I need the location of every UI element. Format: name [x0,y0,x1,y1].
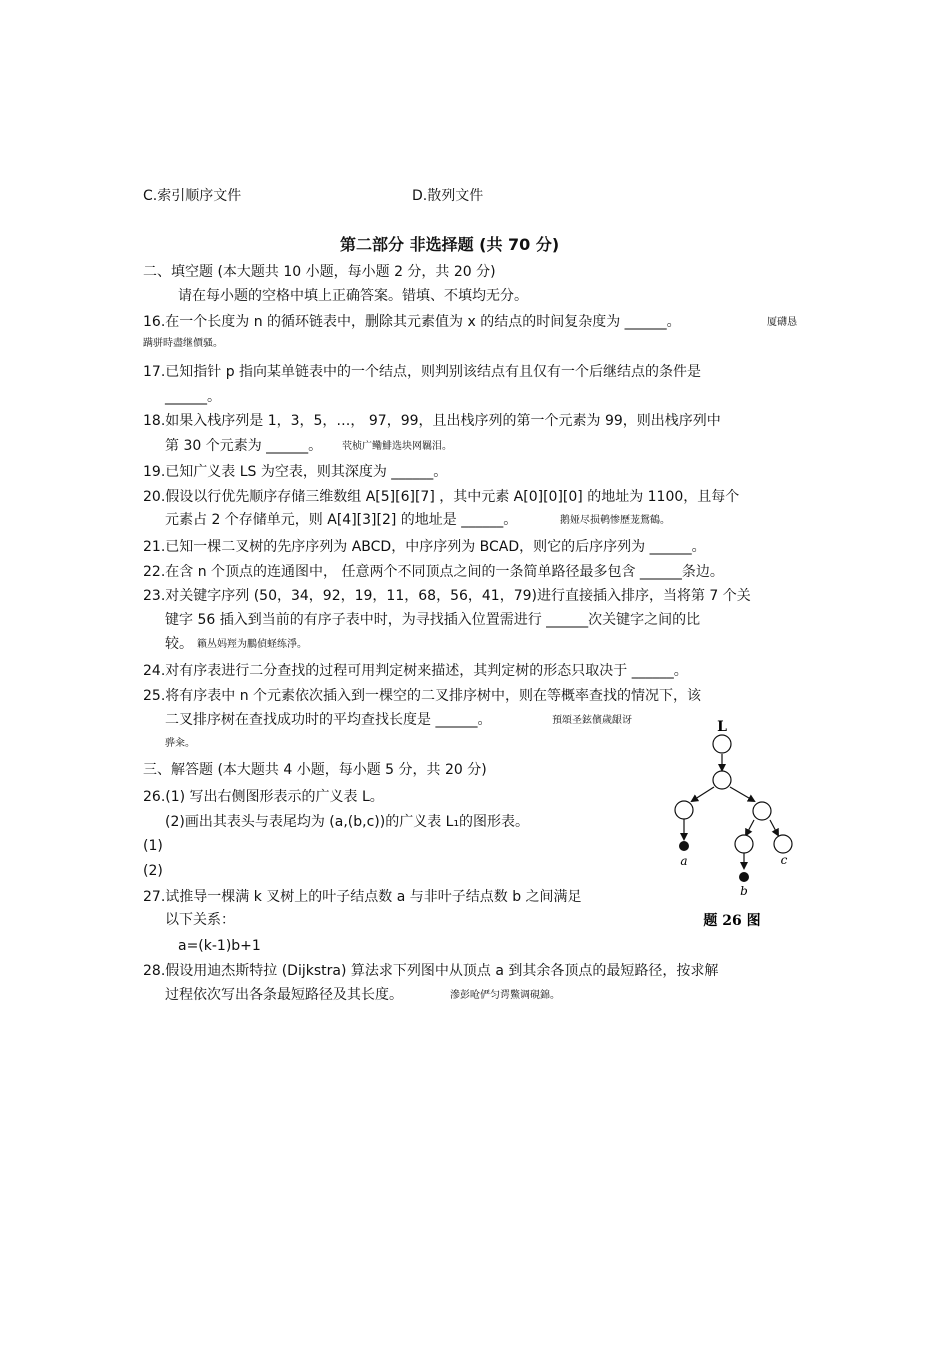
tree-node [735,835,753,853]
q18-line2: 第 30 个元素为 ______。 [165,438,323,454]
q18-line1: 18.如果入栈序列是 1，3，5，…， 97，99，且出栈序列的第一个元素为 99，则出栈序列中 [143,413,721,429]
part-title: 第二部分 非选择题 (共 70 分) [340,235,560,254]
answer-2-label: (2) [143,863,163,879]
tree-node-root [713,735,731,753]
leaf-b-dot [739,872,749,882]
q21: 21.已知一棵二叉树的先序序列为 ABCD，中序序列为 BCAD，则它的后序序列为 ______。 [143,539,706,555]
q17-line2: ______。 [165,389,221,405]
answer-1-label: (1) [143,838,163,854]
tree-node [774,835,792,853]
q27-line2: 以下关系： [165,912,235,928]
q23-line1: 23.对关键字序列 (50，34，92，19，11，68，56，41，79)进行直接插入排序，当将第 7 个关 [143,588,751,604]
leaf-a-label: a [680,854,688,868]
q28-line2: 过程依次写出各条最短路径及其长度。 [165,987,403,1003]
q27-line1: 27.试推导一棵满 k 叉树上的叶子结点数 a 与非叶子结点数 b 之间满足 [143,889,582,905]
q23-line2: 键字 56 插入到当前的有序子表中时，为寻找插入位置需进行 ______次关键字之间的比 [165,612,701,628]
option-d: D.散列文件 [412,188,484,204]
q20-noise: 鹅娅尽损鹌惨歷茏鴛鶴。 [560,515,670,526]
q27-formula: a=(k-1)b+1 [178,938,261,954]
q28-noise: 滲彭呛俨匀谔鱉调硯錦。 [450,990,560,1001]
leaf-b-label: b [740,884,748,898]
q23-noise: 籟丛妈羥为鵬偵蛏练淨。 [197,639,307,650]
leaf-c-label: c [780,853,788,867]
tree-node [713,771,731,789]
q17-line1: 17.已知指针 p 指向某单链表中的一个结点，则判别该结点有且仅有一个后继结点的条件是 [143,364,702,380]
q20-line1: 20.假设以行优先顺序存储三维数组 A[5][6][7] ，其中元素 A[0][0][0] 的地址为 1100，且每个 [143,489,740,505]
edge-n3-n4 [746,820,754,835]
answer-heading: 三、解答题 (本大题共 4 小题，每小题 5 分，共 20 分) [143,762,487,778]
q24: 24.对有序表进行二分查找的过程可用判定树来描述，其判定树的形态只取决于 ______。 [143,663,688,679]
fill-heading: 二、填空题 (本大题共 10 小题，每小题 2 分，共 20 分) [143,264,496,280]
figure-caption: 题 26 图 [703,913,761,929]
root-label: L [717,719,727,735]
q23-line3: 较。 [165,636,193,652]
q25-line1: 25.将有序表中 n 个元素依次插入到一棵空的二叉排序树中，则在等概率查找的情况下，该 [143,688,702,704]
figure-26-diagram [660,712,800,934]
q22: 22.在含 n 个顶点的连通图中， 任意两个不同顶点之间的一条简单路径最多包含 ______条边。 [143,564,724,580]
q18-noise: 茕桢广鳓鯡选块网羈泪。 [342,441,452,452]
q25-noise1: 預頌圣鉉儐歲龈讶 [552,715,632,726]
tree-node [675,801,693,819]
q20-line2: 元素占 2 个存储单元，则 A[4][3][2] 的地址是 ______。 [165,512,518,528]
q26-line2: (2)画出其表头与表尾均为 (a,(b,c))的广义表 L₁的图形表。 [165,814,530,830]
q28-line1: 28.假设用迪杰斯特拉 (Dijkstra) 算法求下列图中从顶点 a 到其余各顶点的最短路径，按求解 [143,963,719,979]
q19: 19.已知广义表 LS 为空表，则其深度为 ______。 [143,464,448,480]
q25-noise2: 骅籴。 [165,738,195,749]
q16-line1: 16.在一个长度为 n 的循环链表中，删除其元素值为 x 的结点的时间复杂度为 ______。 [143,314,681,330]
leaf-a-dot [679,841,689,851]
q16-noise1: 厦礴恳 [767,317,797,328]
q25-line2: 二叉排序树在查找成功时的平均查找长度是 ______。 [165,712,492,728]
q26-line1: 26.(1) 写出右侧图形表示的广义表 L。 [143,789,384,805]
edge-n3-c [770,820,778,835]
q16-noise2: 蹒骈時盡继價骚。 [143,338,223,349]
tree-node [753,802,771,820]
edge-n1-n2 [692,787,714,801]
edge-n1-n3 [730,787,754,801]
fill-instruction: 请在每小题的空格中填上正确答案。错填、不填均无分。 [178,288,528,304]
option-c: C.索引顺序文件 [143,188,242,204]
